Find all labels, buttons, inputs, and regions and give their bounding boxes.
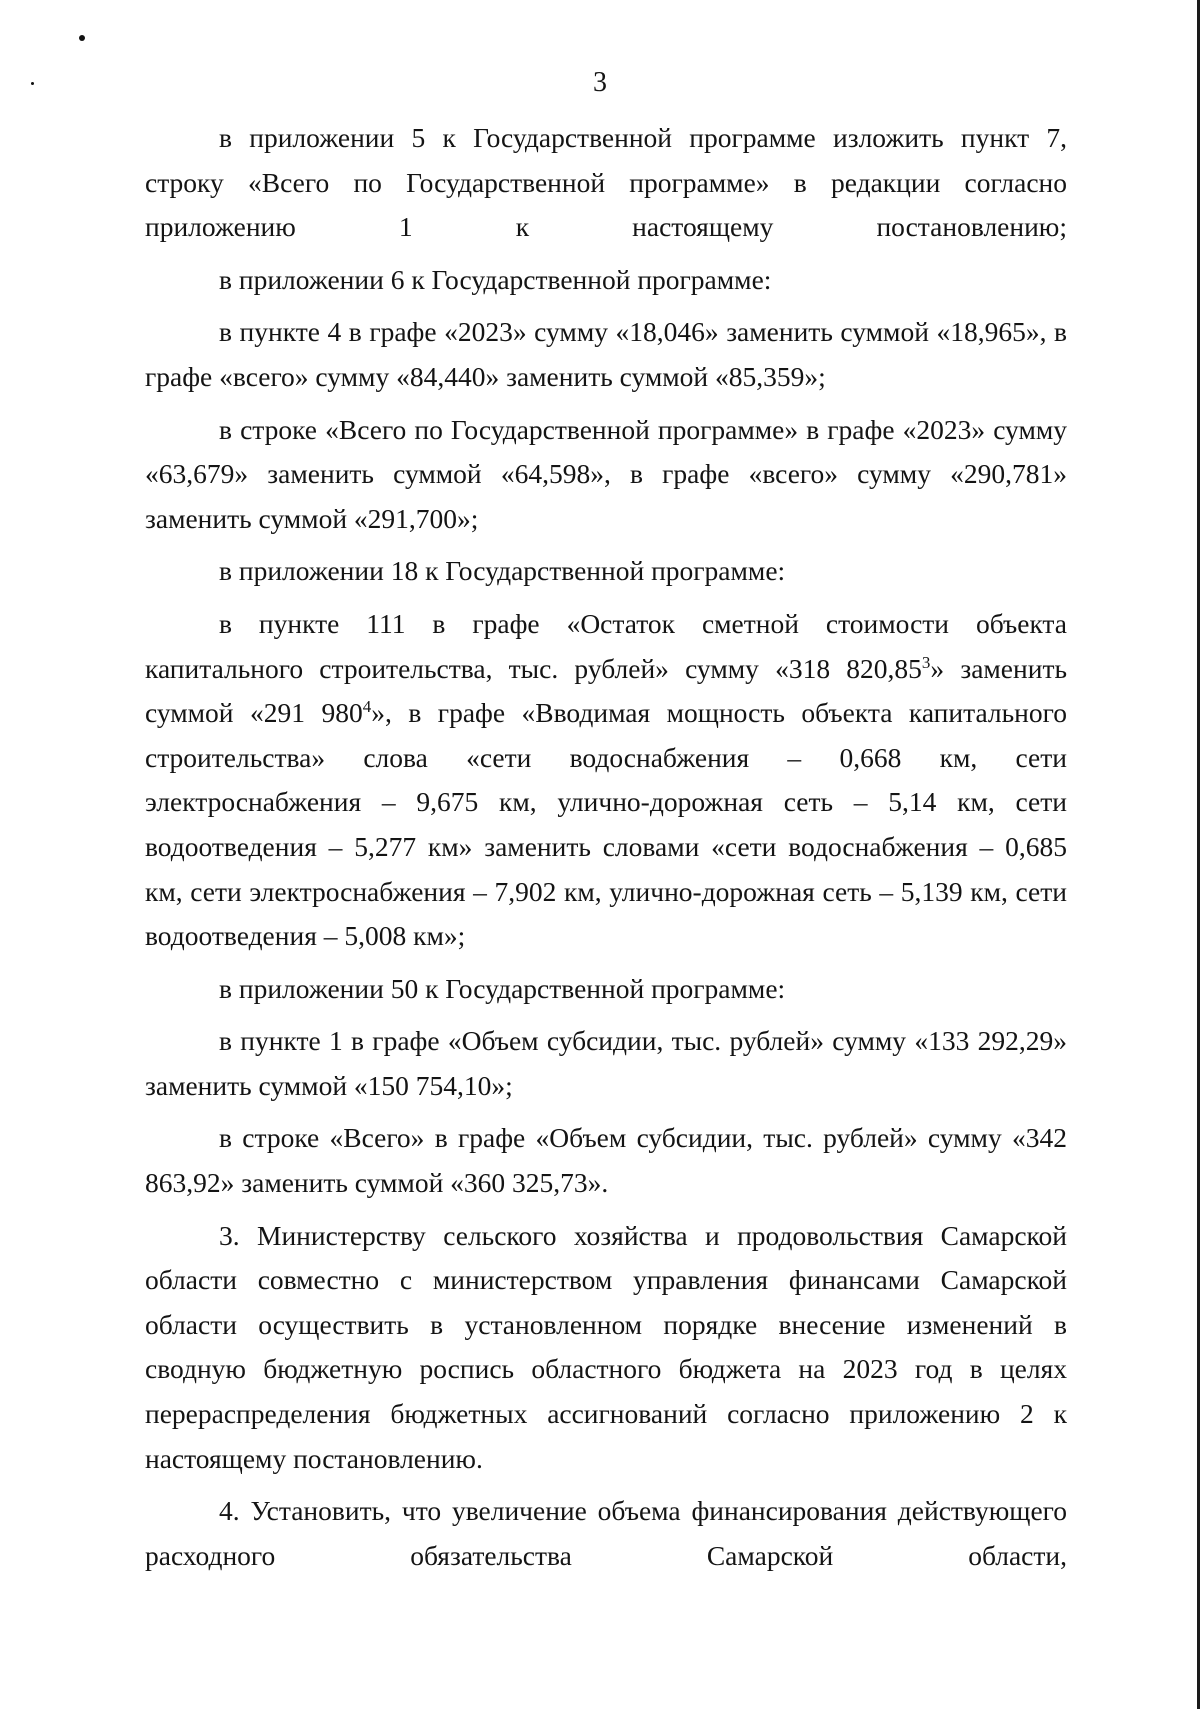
paragraph: в приложении 50 к Государственной программе: [219,972,786,1004]
paragraph: в пункте 1 в графе «Объем субсидии, тыс. рублей» сумму «133 292,29» заменить суммой «150 754,10»; [145,1025,1067,1101]
paragraph: 4. Установить, что увеличение объема финансирования действующего расходного обязательства Самарской области, [145,1495,1067,1571]
page-number: 3 [593,67,607,98]
paragraph-text: », в графе «Вводимая мощность объекта капитального строительства» слова «сети водоснабжения – 0,668 км, сети электроснабжения – 9,675 км, улично-дорожная сеть – 5,14 км, сети водоотведения – 5,277 км» заменить словами «сети водоснабжения – 0,685 км, сети электроснабжения – 7,902 км, улично-дорожная сеть – 5,139 км, сети водоотведения – 5,008 км»; [145,697,1067,952]
paragraph: в приложении 6 к Государственной программе: [219,263,772,295]
paragraph [145,602,1067,959]
paragraph: в пункте 4 в графе «2023» сумму «18,046» заменить суммой «18,965», в графе «всего» сумму «84,440» заменить суммой «85,359»; [145,316,1067,392]
paragraph-text: в пункте 111 в графе «Остаток сметной стоимости объекта капитального строительства, тыс. рублей» сумму «318 820,85 [145,607,1067,684]
paragraph-text: » заменить суммой «291 980 [145,652,1067,729]
paragraph: в строке «Всего» в графе «Объем субсидии, тыс. рублей» сумму «342 863,92» заменить суммой «360 325,73». [145,1122,1067,1199]
paragraph: 3. Министерству сельского хозяйства и продовольствия Самарской области совместно с министерством управления финансами Самарской области осуществить в установленном порядке внесение изменений в сводную бюджетную роспись областного бюджета на 2023 год в целях перераспределения бюджетных ассигнований согласно приложению 2 к настоящему постановлению. [145,1219,1067,1474]
footnote-marker: 4 [362,696,372,716]
scan-speck [79,35,85,41]
document-body [145,116,1067,1586]
paragraph: в строке «Всего по Государственной программе» в графе «2023» сумму «63,679» заменить суммой «64,598», в графе «всего» сумму «290,781» заменить суммой «291,700»; [145,413,1067,534]
paragraph: в приложении 5 к Государственной программе изложить пункт 7, строку «Всего по Государственной программе» в редакции согласно приложению 1 к настоящему постановлению; [145,122,1067,243]
paragraph: в приложении 18 к Государственной программе: [219,555,786,587]
footnote-marker: 3 [921,652,931,672]
